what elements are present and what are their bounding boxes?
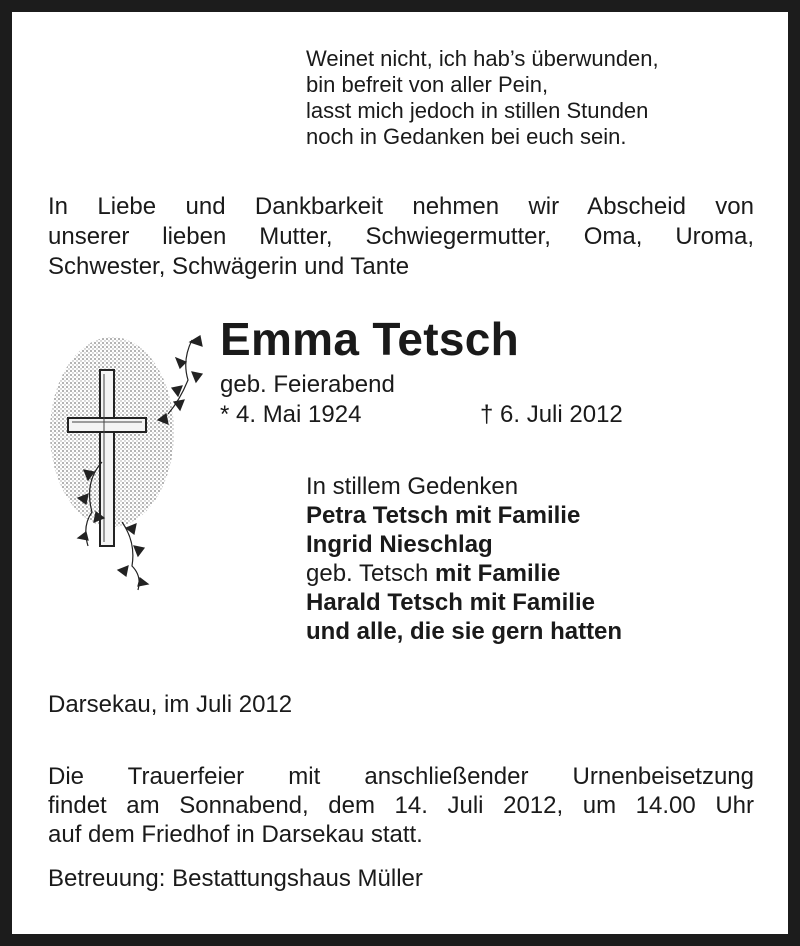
poem-line: lasst mich jedoch in stillen Stunden xyxy=(306,98,649,123)
mourners-block xyxy=(306,472,622,646)
poem xyxy=(306,46,659,150)
place-date: Darsekau, im Juli 2012 xyxy=(48,691,293,718)
death-date: † 6. Juli 2012 xyxy=(480,401,623,428)
mourner-line: Petra Tetsch mit Familie xyxy=(306,502,581,529)
intro-text xyxy=(48,192,754,282)
mourner-family: mit Familie xyxy=(434,560,561,587)
mourner-line xyxy=(306,559,622,588)
mourner-line: Ingrid Nieschlag xyxy=(306,531,493,558)
service-line: auf dem Friedhof in Darsekau statt. xyxy=(48,821,423,848)
birth-name: geb. Feierabend xyxy=(220,371,395,398)
birth-date: * 4. Mai 1924 xyxy=(220,401,362,428)
mourner-line: und alle, die sie gern hatten xyxy=(306,618,623,645)
poem-line: noch in Gedanken bei euch sein. xyxy=(306,124,627,149)
mourners-opening: In stillem Gedenken xyxy=(306,473,519,500)
mourner-line: Harald Tetsch mit Familie xyxy=(306,589,595,616)
poem-line: Weinet nicht, ich hab’s überwunden, xyxy=(306,46,659,71)
funeral-home: Betreuung: Bestattungshaus Müller xyxy=(48,865,423,892)
service-info xyxy=(48,762,754,849)
intro-line: Schwester, Schwägerin und Tante xyxy=(48,253,410,280)
deceased-name: Emma Tetsch xyxy=(220,313,519,365)
poem-line: bin befreit von aller Pein, xyxy=(306,72,549,97)
intro-line: unserer lieben Mutter, Schwiegermutter, Oma, Uroma, xyxy=(48,223,754,250)
cross-with-ivy-icon xyxy=(42,322,212,602)
service-line: Die Trauerfeier mit anschließender Urnenbeisetzung xyxy=(48,763,754,790)
service-line: findet am Sonnabend, dem 14. Juli 2012, um 14.00 Uhr xyxy=(48,792,754,819)
intro-line: In Liebe und Dankbarkeit nehmen wir Abscheid von xyxy=(48,193,754,220)
mourner-birth-name: geb. Tetsch xyxy=(306,560,429,587)
